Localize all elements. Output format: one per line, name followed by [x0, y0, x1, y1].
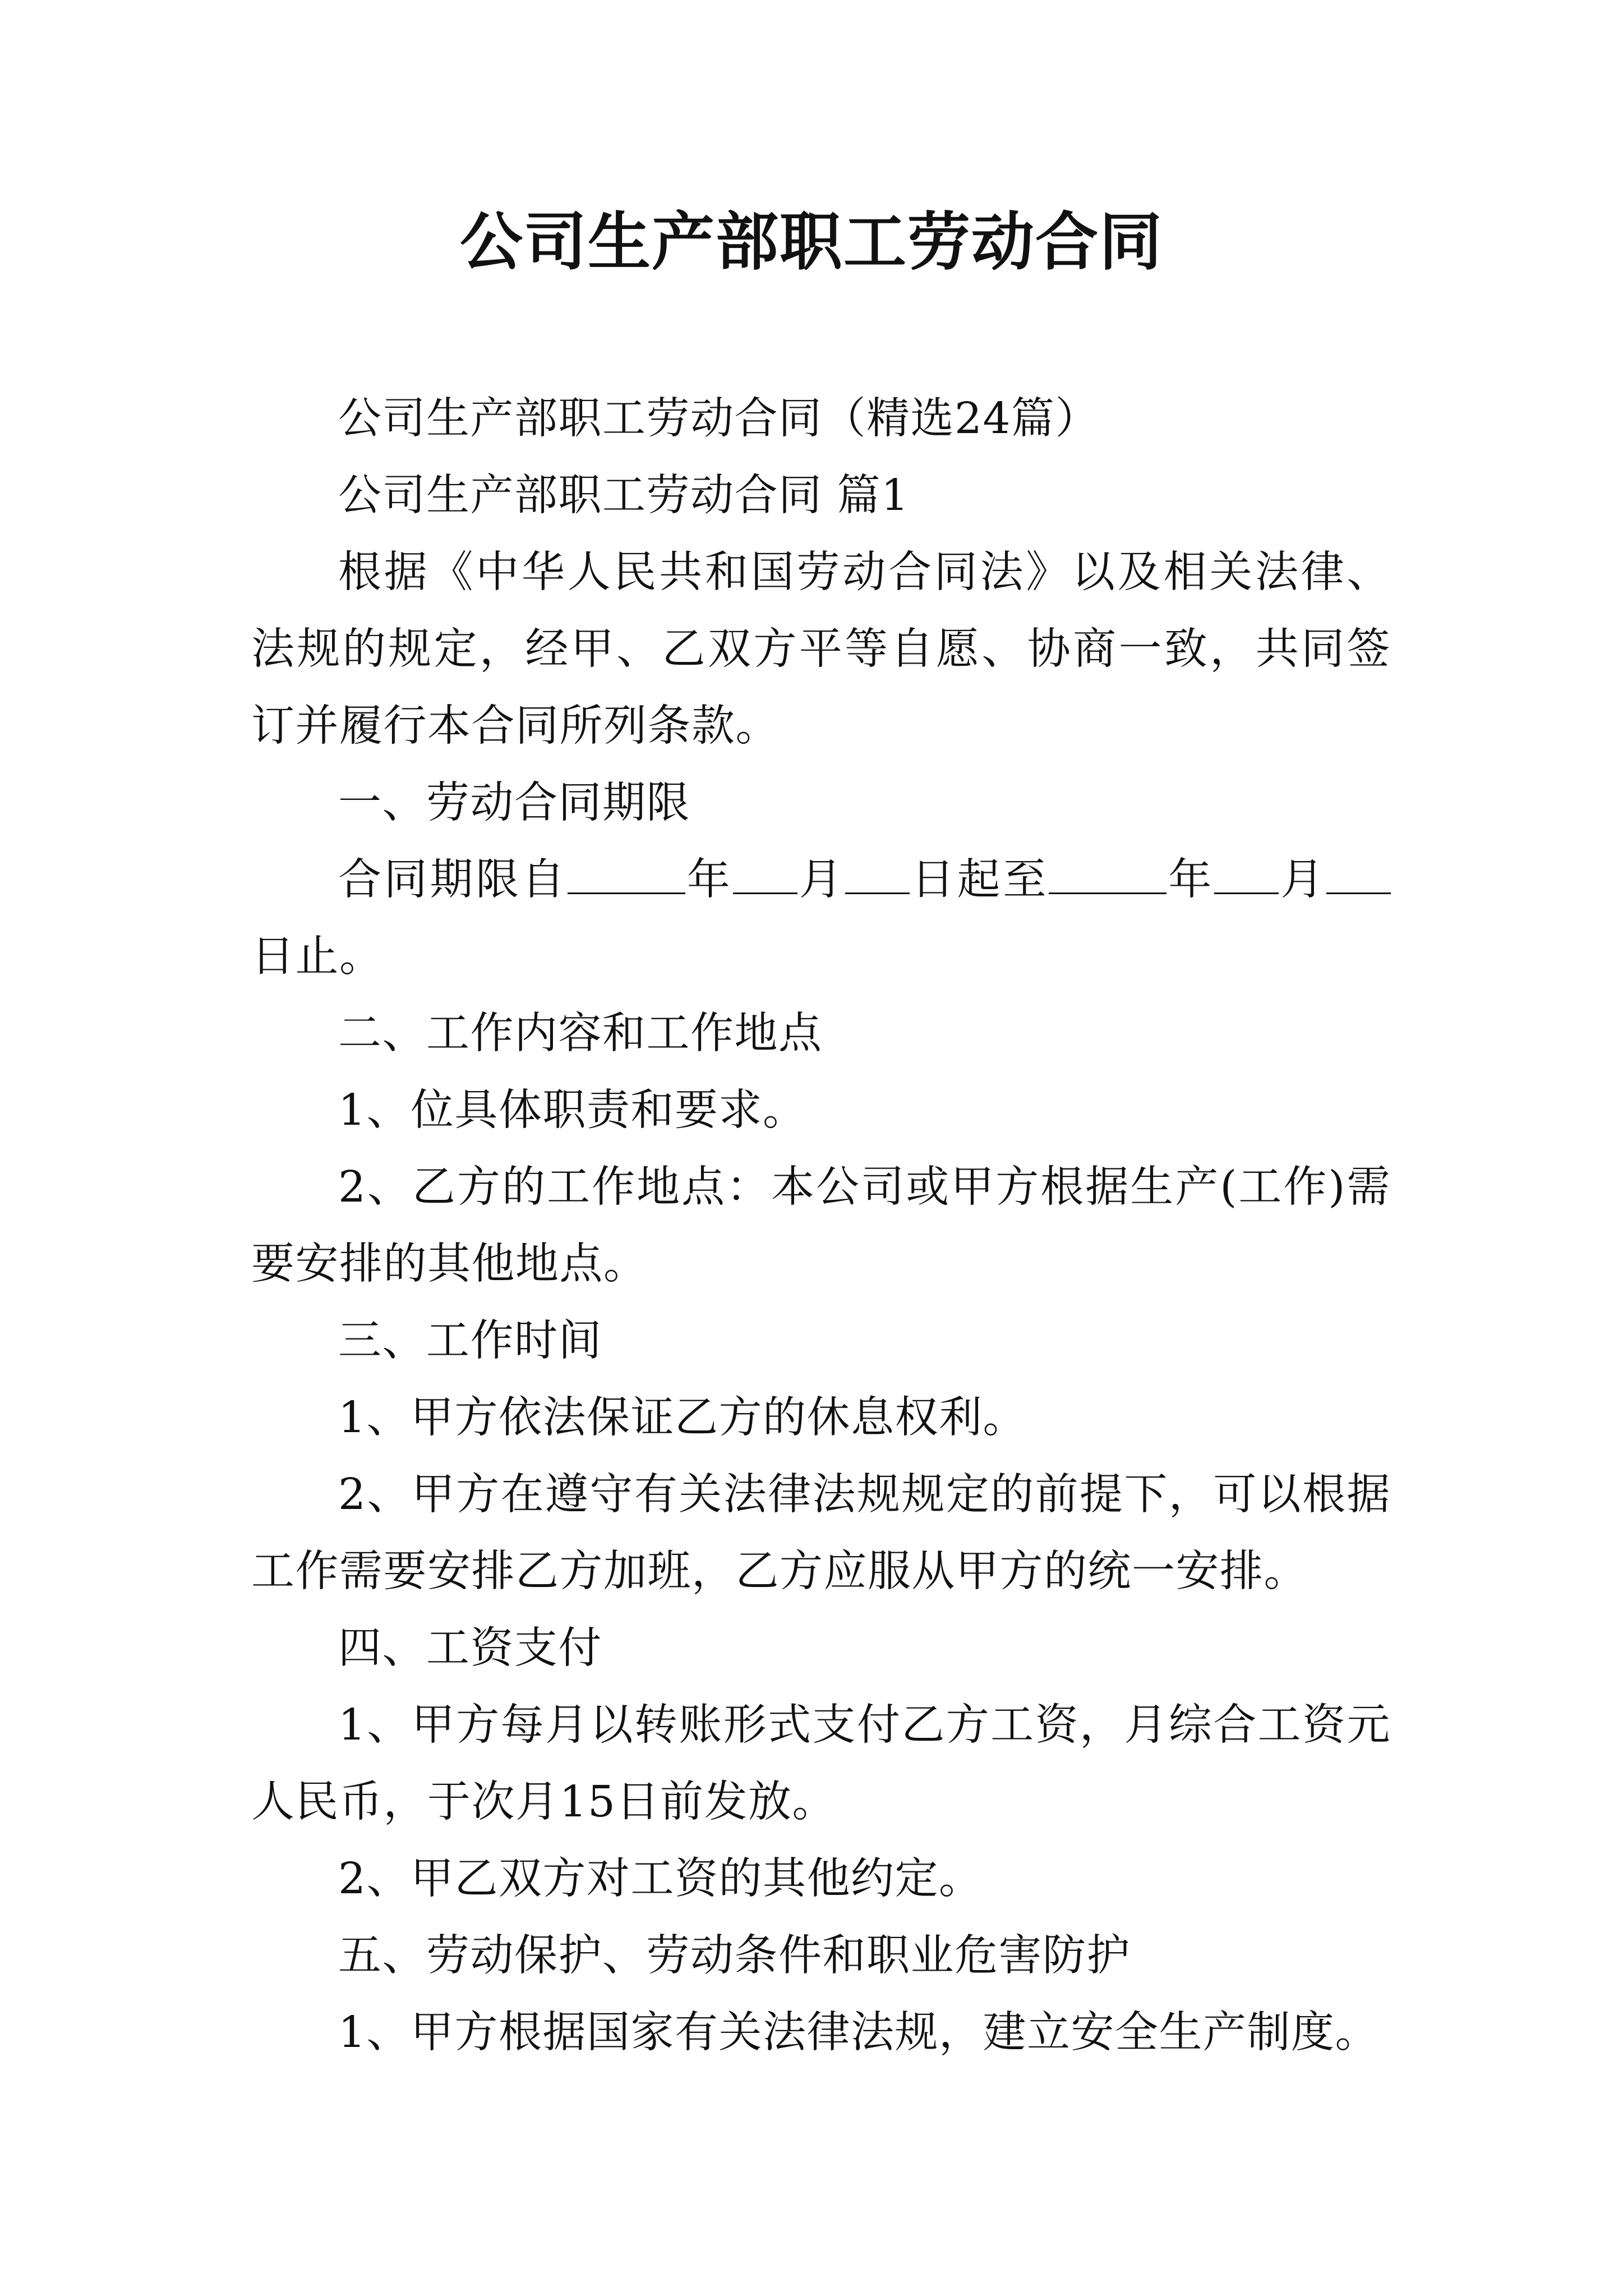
paragraph-labor-protection-1: 1、甲方根据国家有关法律法规，建立安全生产制度。: [338, 2008, 1379, 2058]
paragraph-contract-term: [251, 841, 1391, 995]
term-prefix: 合同期限自: [338, 855, 568, 905]
term-end-label: 日止。: [251, 932, 384, 982]
paragraph-preamble: 根据《中华人民共和国劳动合同法》以及相关法律、法规的规定，经甲、乙双方平等自愿、协商一致，共同签订并履行本合同所列条款。: [251, 547, 1391, 751]
term-year-label-2: 年: [1166, 855, 1215, 905]
start-year-blank: [568, 859, 685, 894]
term-month-label-2: 月: [1279, 855, 1327, 905]
paragraph-work-time-1: 1、甲方依法保证乙方的休息权利。: [338, 1393, 1027, 1443]
paragraph-work-content-1: 1、位具体职责和要求。: [338, 1085, 807, 1135]
start-month-blank: [733, 859, 797, 894]
document-title: 公司生产部职工劳动合同: [460, 205, 1163, 279]
section-heading-labor-protection: 五、劳动保护、劳动条件和职业危害防护: [338, 1931, 1131, 1981]
term-day-until-label: 日起至: [909, 855, 1049, 905]
term-year-label-1: 年: [685, 855, 733, 905]
section-heading-work-content: 二、工作内容和工作地点: [338, 1009, 823, 1059]
section-heading-wages: 四、工资支付: [338, 1623, 602, 1673]
end-month-blank: [1214, 859, 1279, 894]
start-day-blank: [845, 859, 910, 894]
end-year-blank: [1049, 859, 1166, 894]
section-heading-contract-term: 一、劳动合同期限: [338, 778, 690, 828]
paragraph-wages-2: 2、甲乙双方对工资的其他约定。: [338, 1854, 983, 1904]
paragraph-work-time-2: 2、甲方在遵守有关法律法规规定的前提下，可以根据工作需要安排乙方加班，乙方应服从甲方的统一安排。: [251, 1470, 1391, 1596]
paragraph-subtitle: 公司生产部职工劳动合同（精选24篇）: [338, 394, 1099, 444]
document-body: [251, 380, 1391, 2071]
end-day-blank: [1326, 859, 1391, 894]
paragraph-work-content-2: 2、乙方的工作地点：本公司或甲方根据生产(工作)需要安排的其他地点。: [251, 1162, 1391, 1289]
section-heading-work-time: 三、工作时间: [338, 1316, 602, 1366]
term-month-label-1: 月: [797, 855, 845, 905]
paragraph-article-heading: 公司生产部职工劳动合同 篇1: [338, 471, 910, 521]
paragraph-wages-1: 1、甲方每月以转账形式支付乙方工资，月综合工资元人民币，于次月15日前发放。: [251, 1700, 1391, 1827]
